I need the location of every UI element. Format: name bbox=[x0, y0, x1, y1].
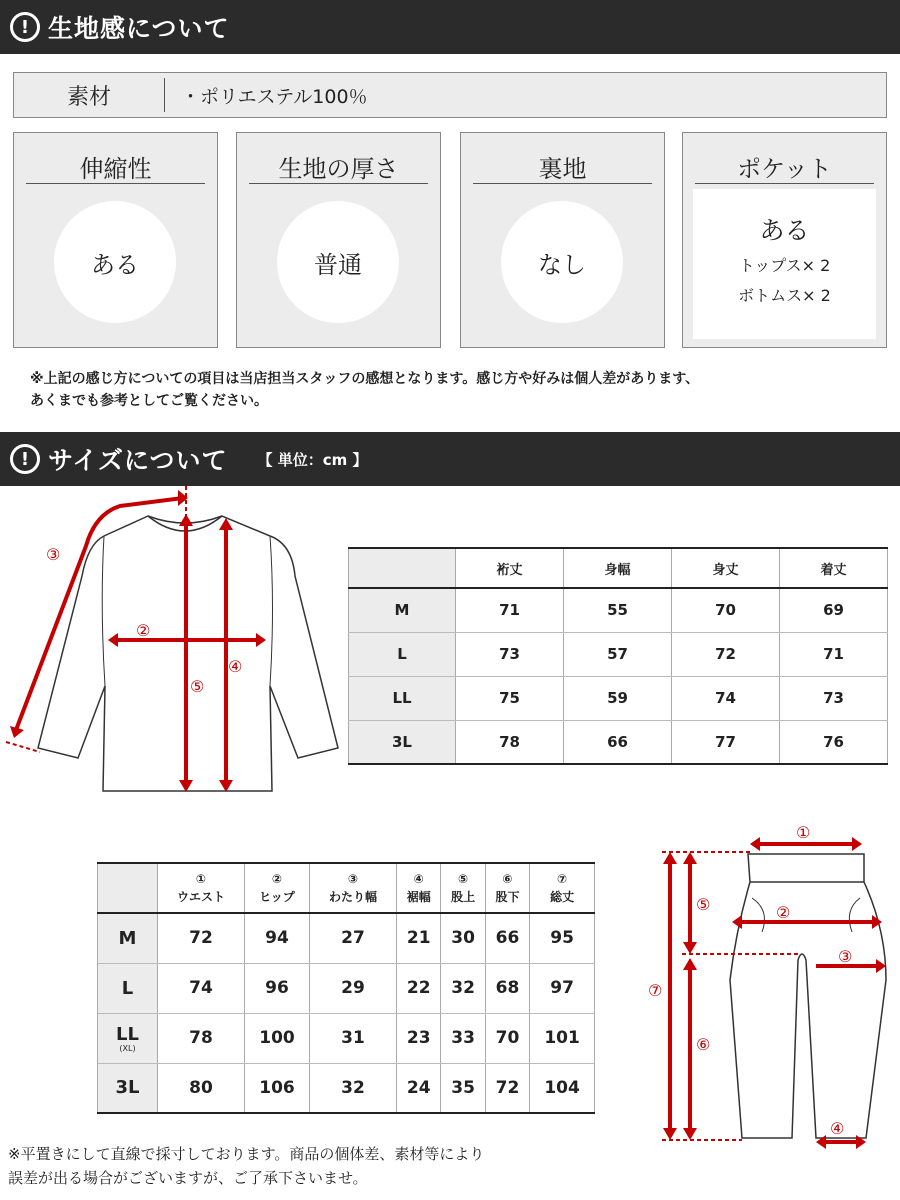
header-label: ヒップ bbox=[259, 890, 295, 904]
table-cell: 68 bbox=[485, 963, 529, 1013]
header-label: 股上 bbox=[451, 890, 476, 904]
size-label: L bbox=[121, 977, 134, 999]
divider bbox=[473, 183, 652, 184]
label-1: ① bbox=[796, 823, 811, 842]
pants-diagram bbox=[640, 820, 900, 1150]
label-5: ⑤ bbox=[696, 895, 711, 914]
card-lining bbox=[460, 132, 665, 348]
table-row bbox=[98, 1013, 595, 1063]
card-title: 裏地 bbox=[538, 155, 587, 183]
arrow-head bbox=[179, 514, 193, 526]
label-5: ⑤ bbox=[190, 677, 205, 696]
size-cell: L bbox=[349, 632, 456, 676]
arrow-head bbox=[683, 942, 697, 954]
top-garment-diagram bbox=[0, 486, 345, 806]
size-cell bbox=[98, 1013, 158, 1063]
material-row bbox=[13, 72, 887, 118]
table-cell: 33 bbox=[441, 1013, 485, 1063]
size-label: M bbox=[118, 927, 137, 949]
table-cell: 57 bbox=[564, 632, 672, 676]
header-num: ⑤ bbox=[458, 872, 469, 886]
size-cell bbox=[98, 913, 158, 963]
table-cell: 74 bbox=[158, 963, 245, 1013]
label-4: ④ bbox=[830, 1119, 845, 1138]
arrow-head bbox=[852, 837, 862, 851]
table-cell: 73 bbox=[456, 632, 564, 676]
table-header-cell bbox=[244, 863, 309, 913]
table-cell: 27 bbox=[310, 913, 397, 963]
header-num: ② bbox=[271, 872, 283, 886]
table-row bbox=[98, 963, 595, 1013]
table-header-cell bbox=[485, 863, 529, 913]
table-cell: 21 bbox=[397, 913, 441, 963]
fabric-note bbox=[30, 368, 699, 412]
table-header-cell bbox=[310, 863, 397, 913]
table-cell: 95 bbox=[530, 913, 595, 963]
table-header-cell: 身丈 bbox=[672, 548, 780, 588]
table-cell: 22 bbox=[397, 963, 441, 1013]
section-header-size bbox=[0, 432, 900, 486]
table-cell: 78 bbox=[158, 1013, 245, 1063]
table-cell: 78 bbox=[456, 720, 564, 764]
table-cell: 94 bbox=[244, 913, 309, 963]
divider bbox=[164, 78, 165, 112]
table-cell: 101 bbox=[530, 1013, 595, 1063]
table-cell: 71 bbox=[780, 632, 888, 676]
note-line: ※平置きにして直線で採寸しております。商品の個体差、素材等により bbox=[8, 1145, 485, 1163]
arrow-head bbox=[683, 852, 697, 864]
header-label: 裾幅 bbox=[406, 890, 431, 904]
table-cell: 35 bbox=[441, 1063, 485, 1113]
card-title: 伸縮性 bbox=[79, 155, 152, 183]
table-cell: 80 bbox=[158, 1063, 245, 1113]
table-header-cell bbox=[98, 863, 158, 913]
table-cell: 29 bbox=[310, 963, 397, 1013]
table-cell: 70 bbox=[485, 1013, 529, 1063]
exclamation-icon: ! bbox=[10, 12, 40, 42]
table-cell: 59 bbox=[564, 676, 672, 720]
table-cell: 75 bbox=[456, 676, 564, 720]
divider bbox=[695, 183, 874, 184]
table-cell: 66 bbox=[485, 913, 529, 963]
guide-line bbox=[6, 742, 40, 752]
arrow-head bbox=[683, 958, 697, 970]
arrow-head bbox=[683, 1128, 697, 1140]
card-value: ある bbox=[54, 201, 176, 323]
table-row bbox=[349, 676, 888, 720]
table-header-cell bbox=[441, 863, 485, 913]
header-label: 総丈 bbox=[550, 890, 575, 904]
size-cell bbox=[98, 963, 158, 1013]
pocket-bottoms: ボトムス× 2 bbox=[738, 286, 831, 305]
table-header-cell: 裄丈 bbox=[456, 548, 564, 588]
table-cell: 97 bbox=[530, 963, 595, 1013]
label-3: ③ bbox=[838, 947, 853, 966]
section-title: サイズについて bbox=[48, 446, 228, 475]
table-row bbox=[349, 720, 888, 764]
arrow-head bbox=[750, 837, 760, 851]
table-header-cell bbox=[530, 863, 595, 913]
table-cell: 106 bbox=[244, 1063, 309, 1113]
table-cell: 72 bbox=[158, 913, 245, 963]
size-label: 3L bbox=[115, 1077, 140, 1099]
label-7: ⑦ bbox=[648, 981, 663, 1000]
card-value: なし bbox=[501, 201, 623, 323]
table-cell: 69 bbox=[780, 588, 888, 632]
header-num: ⑦ bbox=[557, 872, 568, 886]
header-num: ⑥ bbox=[502, 872, 513, 886]
pocket-tops: トップス× 2 bbox=[738, 256, 831, 275]
label-3: ③ bbox=[46, 545, 61, 564]
table-row bbox=[98, 913, 595, 963]
card-title: ポケット bbox=[737, 155, 832, 183]
table-cell: 104 bbox=[530, 1063, 595, 1113]
card-title: 生地の厚さ bbox=[278, 155, 399, 183]
card-value: ある bbox=[759, 216, 810, 245]
divider bbox=[26, 183, 205, 184]
table-header-row bbox=[98, 863, 595, 913]
table-header-cell bbox=[397, 863, 441, 913]
table-cell: 73 bbox=[780, 676, 888, 720]
label-6: ⑥ bbox=[696, 1035, 711, 1054]
table-header-cell: 身幅 bbox=[564, 548, 672, 588]
label-2: ② bbox=[776, 903, 791, 922]
exclamation-icon: ! bbox=[10, 444, 40, 474]
arrow-head bbox=[732, 915, 742, 929]
table-cell: 32 bbox=[441, 963, 485, 1013]
table-cell: 32 bbox=[310, 1063, 397, 1113]
label-2: ② bbox=[136, 621, 151, 640]
size-cell: 3L bbox=[349, 720, 456, 764]
size-cell: M bbox=[349, 588, 456, 632]
table-header-cell bbox=[349, 548, 456, 588]
material-value: ・ポリエステル100％ bbox=[181, 85, 368, 108]
table-row bbox=[349, 632, 888, 676]
table-cell: 30 bbox=[441, 913, 485, 963]
table-cell: 23 bbox=[397, 1013, 441, 1063]
card-stretch bbox=[13, 132, 218, 348]
table-cell: 71 bbox=[456, 588, 564, 632]
card-value: 普通 bbox=[277, 201, 399, 323]
table-row bbox=[349, 588, 888, 632]
material-label: 素材 bbox=[66, 84, 111, 110]
table-cell: 66 bbox=[564, 720, 672, 764]
table-cell: 77 bbox=[672, 720, 780, 764]
table-cell: 76 bbox=[780, 720, 888, 764]
table-header-row bbox=[349, 548, 888, 588]
arrow-head bbox=[663, 852, 677, 864]
table-cell: 72 bbox=[672, 632, 780, 676]
size-sublabel: (XL) bbox=[119, 1043, 136, 1053]
table-cell: 74 bbox=[672, 676, 780, 720]
size-label: LL bbox=[116, 1023, 139, 1045]
header-num: ④ bbox=[413, 872, 424, 886]
note-line: あくまでも参考としてご覧ください。 bbox=[30, 393, 268, 409]
note-line: 誤差が出る場合がございますが、ご了承下さいませ。 bbox=[8, 1169, 368, 1187]
section-title: 生地感について bbox=[48, 14, 230, 43]
header-label: 股下 bbox=[495, 890, 520, 904]
bottom-size-table bbox=[97, 862, 595, 1114]
unit-label: 【 単位：cm 】 bbox=[257, 450, 368, 469]
label-4: ④ bbox=[228, 657, 243, 676]
divider bbox=[249, 183, 428, 184]
table-cell: 70 bbox=[672, 588, 780, 632]
table-cell: 55 bbox=[564, 588, 672, 632]
header-label: わたり幅 bbox=[329, 890, 378, 904]
top-size-table bbox=[348, 547, 888, 765]
size-cell bbox=[98, 1063, 158, 1113]
table-cell: 24 bbox=[397, 1063, 441, 1113]
table-cell: 96 bbox=[244, 963, 309, 1013]
table-cell: 72 bbox=[485, 1063, 529, 1113]
header-num: ③ bbox=[347, 872, 359, 886]
note-line: ※上記の感じ方についての項目は当店担当スタッフの感想となります。感じ方や好みは個人差があります、 bbox=[30, 371, 700, 387]
pants-outline bbox=[730, 854, 886, 1138]
header-label: ウエスト bbox=[176, 890, 225, 904]
card-pocket bbox=[682, 132, 887, 348]
measurement-note bbox=[8, 1142, 484, 1190]
card-thickness bbox=[236, 132, 441, 348]
size-cell: LL bbox=[349, 676, 456, 720]
arrow-head bbox=[663, 1128, 677, 1140]
section-header-fabric bbox=[0, 0, 900, 54]
table-cell: 31 bbox=[310, 1013, 397, 1063]
table-header-cell bbox=[158, 863, 245, 913]
table-row bbox=[98, 1063, 595, 1113]
table-cell: 100 bbox=[244, 1013, 309, 1063]
header-num: ① bbox=[195, 872, 207, 886]
table-header-cell: 着丈 bbox=[780, 548, 888, 588]
